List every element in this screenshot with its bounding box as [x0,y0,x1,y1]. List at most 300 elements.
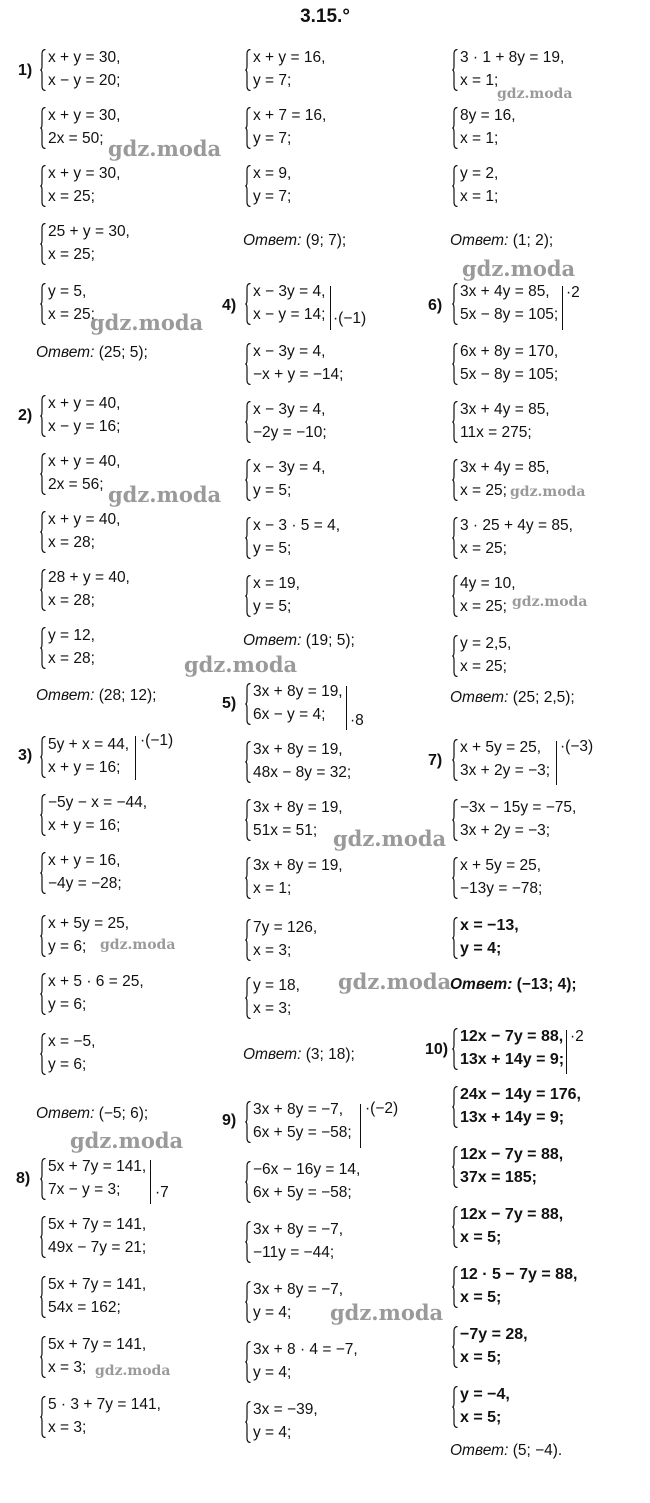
equation-system [40,392,120,438]
equation-line: 5 · 3 + 7y = 141, [48,1396,161,1413]
answer-line [450,976,577,994]
system-brace-icon [40,915,45,955]
equation-line: y = 4; [460,940,502,957]
multiplier-note: ·(−1) [333,310,367,327]
answer-value: (9; 7); [301,232,347,249]
equation-system [40,849,122,895]
equation-line: 7y = 126, [253,919,318,936]
system-brace-icon [245,1161,250,1201]
system-brace-icon [40,283,45,323]
system-brace-icon [452,459,457,499]
watermark: gdz.moda [330,1300,444,1325]
answer-line [243,232,346,250]
equation-line: x = −13, [460,917,519,934]
multiplier-note: ·(−3) [560,738,594,755]
system-brace-icon [245,459,250,499]
system-brace-icon [245,1221,250,1261]
system-brace-icon [40,107,45,147]
equation-line: 5x − 8y = 105; [460,306,559,323]
equation-line: 3x + 8y = 19, [253,857,343,874]
watermark: gdz.moda [90,310,204,335]
equation-line: y = 7; [253,130,292,147]
system-brace-icon [40,736,45,776]
equation-line: x − y = 20; [48,72,121,89]
equation-line: x + y = 16; [48,759,121,776]
system-brace-icon [40,569,45,609]
equation-system [452,1323,528,1369]
equation-system [245,514,340,560]
equation-line: 13x + 14y = 9; [460,1109,565,1126]
equation-system [452,1083,581,1129]
system-brace-icon [452,1326,457,1366]
equation-system [452,1025,564,1071]
equation-system [452,914,519,960]
equation-system [245,854,343,900]
equation-line: 8y = 16, [460,107,516,124]
equation-line: −7y = 28, [460,1326,528,1343]
equation-line: x = 25; [460,658,507,675]
equation-system [452,632,511,678]
answer-value: (25; 5); [94,344,148,361]
watermark: gdz.moda [338,969,452,994]
system-brace-icon [40,1276,45,1316]
equation-system [40,1273,146,1319]
answer-value: (−5; 6); [94,1105,149,1122]
system-brace-icon [245,283,250,323]
multiplier-note: ·7 [155,1184,169,1201]
equation-line: y = 4; [253,1364,292,1381]
equation-system [452,1263,577,1309]
equation-line: 3x + 8 · 4 = −7, [253,1341,358,1358]
equation-system [40,280,95,326]
system-brace-icon [452,1266,457,1306]
system-brace-icon [40,852,45,892]
answer-label: Ответ: [243,632,302,649]
equation-line: −2y = −10; [253,424,327,441]
equation-line: x = 5; [460,1349,502,1366]
equation-system [245,1098,352,1144]
problem-number: 10) [425,1041,449,1058]
equation-line: 5x − 8y = 105; [460,366,559,383]
equation-line: 54x = 162; [48,1299,121,1316]
equation-system [245,46,325,92]
equation-line: y = 5; [253,540,292,557]
multiplier-note: ·8 [350,712,364,729]
equation-line: 2x = 56; [48,476,104,493]
equation-system [40,1393,161,1439]
equation-line: y = 4; [253,1304,292,1321]
system-brace-icon [40,973,45,1013]
problem-number: 2) [18,407,33,424]
equation-line: y = 2,5, [460,635,512,652]
system-brace-icon [245,165,250,205]
system-brace-icon [452,343,457,383]
problem-number: 3) [18,747,33,764]
equation-line: y = −4, [460,1386,510,1403]
equation-line: x − 3y = 4, [253,343,326,360]
equation-system [245,974,300,1020]
multiplier-note: ·(−2) [365,1100,399,1117]
equation-line: x = 3; [253,1000,292,1017]
system-brace-icon [245,799,250,839]
system-brace-icon [40,1336,45,1376]
multiplier-bar [360,1104,361,1148]
equation-line: x = 25; [460,540,507,557]
equation-system [452,1203,563,1249]
equation-line: x + y = 40, [48,511,121,528]
watermark: gdz.moda [462,256,576,281]
equation-line: y = 2, [460,165,499,182]
equation-line: 49x − 7y = 21; [48,1239,147,1256]
equation-line: 4y = 10, [460,575,516,592]
equation-line: y = 7; [253,72,292,89]
equation-line: 7x − y = 3; [48,1181,121,1198]
equation-line: x − y = 16; [48,418,121,435]
equation-line: 3x = −39, [253,1401,318,1418]
equation-line: x = 5; [460,1289,502,1306]
equation-system [40,220,130,266]
answer-label: Ответ: [450,1442,509,1459]
equation-system [452,162,498,208]
answer-line [36,1105,148,1123]
equation-line: 5x + 7y = 141, [48,1216,147,1233]
equation-line: 3x + 2y = −3; [460,762,551,779]
equation-system [245,572,300,618]
equation-line: x + y = 40, [48,395,121,412]
system-brace-icon [40,49,45,89]
system-brace-icon [452,1146,457,1186]
equation-line: −4y = −28; [48,875,122,892]
system-brace-icon [245,1281,250,1321]
system-brace-icon [40,1396,45,1436]
equation-line: 3x + 8y = 19, [253,683,343,700]
equation-line: x = 1; [460,188,499,205]
answer-label: Ответ: [243,1046,302,1063]
equation-line: 3x + 4y = 85, [460,459,550,476]
equation-line: 5x + 7y = 141, [48,1336,147,1353]
equation-line: x = 9, [253,165,292,182]
equation-line: 2x = 50; [48,130,104,147]
answer-value: (−13; 4); [512,976,577,993]
equation-line: −13y = −78; [460,880,543,897]
equation-system [452,398,550,444]
equation-system [245,1218,343,1264]
answer-line [450,1442,562,1460]
equation-line: 3x + 8y = −7, [253,1101,344,1118]
equation-line: x = 1; [460,130,499,147]
equation-line: y = 6; [48,1056,87,1073]
multiplier-bar [556,741,557,785]
equation-system [452,736,550,782]
equation-line: 6x + 8y = 170, [460,343,559,360]
equation-line: x + 7 = 16, [253,107,327,124]
watermark: gdz.moda [108,482,222,507]
problem-number: 6) [428,297,443,314]
equation-line: x = −5, [48,1033,96,1050]
multiplier-bar [135,736,136,780]
watermark: gdz.moda [333,826,447,851]
system-brace-icon [452,857,457,897]
equation-system [40,46,120,92]
equation-system [245,738,351,784]
system-brace-icon [245,575,250,615]
equation-line: x − 3y = 4, [253,459,326,476]
equation-system [452,1143,563,1189]
equation-line: 12x − 7y = 88, [460,1146,564,1163]
answer-line [36,344,148,362]
answer-value: (28; 12); [94,687,157,704]
equation-line: x = 25; [460,482,507,499]
system-brace-icon [40,1033,45,1073]
system-brace-icon [245,857,250,897]
system-brace-icon [40,627,45,667]
system-brace-icon [245,919,250,959]
equation-line: 5x + 7y = 141, [48,1276,147,1293]
equation-line: x + y = 16, [253,49,326,66]
equation-system [245,340,343,386]
watermark: gdz.moda [108,136,222,161]
system-brace-icon [452,1386,457,1426]
equation-line: 51x = 51; [253,822,318,839]
system-brace-icon [245,517,250,557]
answer-value: (19; 5); [301,632,355,649]
equation-system [452,514,573,560]
equation-line: x = 5; [460,1229,502,1246]
system-brace-icon [452,517,457,557]
problem-number: 1) [18,62,33,79]
equation-line: x = 25; [48,188,95,205]
equation-line: 37x = 185; [460,1169,537,1186]
equation-line: x + y = 16, [48,852,121,869]
equation-line: 3x + 8y = −7, [253,1281,344,1298]
equation-line: y = 18, [253,977,300,994]
system-brace-icon [452,1206,457,1246]
equation-line: 24x − 14y = 176, [460,1086,581,1103]
equation-line: y = 6; [48,938,87,955]
equation-system [452,104,516,150]
equation-line: 6x + 5y = −58; [253,1184,352,1201]
answer-line [243,632,355,650]
system-brace-icon [40,395,45,435]
equation-system [245,680,343,726]
equation-line: x = 1; [253,880,292,897]
system-brace-icon [245,1341,250,1381]
equation-line: x + 5 · 6 = 25, [48,973,144,990]
equation-system [245,1398,318,1444]
equation-line: x + 5y = 25, [460,857,541,874]
equation-line: x − 3y = 4, [253,401,326,418]
equation-line: x = 3; [253,942,292,959]
equation-system [40,1155,146,1201]
watermark: gdz.moda [95,1363,171,1379]
equation-line: −5y − x = −44, [48,794,148,811]
equation-line: x = 3; [48,1359,87,1376]
equation-system [245,796,343,842]
system-brace-icon [40,165,45,205]
equation-line: 13x + 14y = 9; [460,1051,565,1068]
equation-line: y = 5; [253,598,292,615]
answer-value: (3; 18); [301,1046,355,1063]
system-brace-icon [452,283,457,323]
system-brace-icon [452,739,457,779]
system-brace-icon [245,49,250,89]
answer-label: Ответ: [36,1105,95,1122]
system-brace-icon [452,107,457,147]
problem-number: 4) [222,297,237,314]
equation-line: x = 25; [48,246,95,263]
equation-line: 6x + 5y = −58; [253,1124,352,1141]
equation-line: 5x + 7y = 141, [48,1158,147,1175]
equation-line: x = 1; [460,72,499,89]
equation-line: x = 3; [48,1419,87,1436]
system-brace-icon [245,343,250,383]
multiplier-bar [566,1030,567,1074]
system-brace-icon [40,1216,45,1256]
equation-system [245,456,325,502]
multiplier-bar [346,686,347,730]
system-brace-icon [40,453,45,493]
equation-line: −x + y = −14; [253,366,344,383]
equation-line: 12 · 5 − 7y = 88, [460,1266,578,1283]
system-brace-icon [245,1101,250,1141]
equation-system [452,280,558,326]
equation-line: −6x − 16y = 14, [253,1161,361,1178]
answer-line [450,232,553,250]
equation-system [245,916,317,962]
equation-line: 3x + 4y = 85, [460,401,550,418]
equation-line: x = 25; [48,306,95,323]
equation-line: 3x + 8y = 19, [253,799,343,816]
answer-value: (1; 2); [508,232,554,249]
system-brace-icon [245,977,250,1017]
answer-label: Ответ: [450,689,509,706]
equation-line: x = 28; [48,592,95,609]
answer-label: Ответ: [243,232,302,249]
equation-line: y = 5, [48,283,87,300]
equation-line: y = 7; [253,188,292,205]
equation-line: x + y = 16; [48,817,121,834]
equation-line: x + y = 30, [48,165,121,182]
answer-label: Ответ: [36,344,95,361]
equation-system [40,508,120,554]
equation-line: x = 5; [460,1409,502,1426]
equation-line: y = 6; [48,996,87,1013]
equation-line: x + y = 30, [48,49,121,66]
page-title: 3.15.° [300,6,350,27]
equation-system [452,854,542,900]
equation-line: 5y + x = 44, [48,736,129,753]
multiplier-note: ·(−1) [140,732,174,749]
equation-system [40,624,95,670]
system-brace-icon [452,1086,457,1126]
system-brace-icon [452,49,457,89]
multiplier-note: ·2 [566,284,580,301]
system-brace-icon [40,511,45,551]
equation-system [40,1213,146,1259]
system-brace-icon [452,1028,457,1068]
equation-line: x = 25; [460,598,507,615]
problem-number: 7) [428,752,443,769]
watermark: gdz.moda [497,86,573,102]
system-brace-icon [245,401,250,441]
watermark: gdz.moda [70,1128,184,1153]
equation-line: x = 28; [48,534,95,551]
equation-system [40,1030,95,1076]
watermark: gdz.moda [512,594,588,610]
equation-line: 3x + 4y = 85, [460,283,550,300]
equation-system [452,572,516,618]
equation-line: 3 · 25 + 4y = 85, [460,517,573,534]
answer-line [243,1046,355,1064]
equation-system [40,566,130,612]
system-brace-icon [245,741,250,781]
equation-line: 48x − 8y = 32; [253,764,352,781]
answer-value: (25; 2,5); [508,689,575,706]
problem-number: 9) [222,1112,237,1129]
equation-line: 6x − y = 4; [253,706,326,723]
watermark: gdz.moda [510,484,586,500]
system-brace-icon [245,683,250,723]
system-brace-icon [452,799,457,839]
equation-line: 12x − 7y = 88, [460,1206,564,1223]
equation-system [40,970,144,1016]
equation-line: 12x − 7y = 88, [460,1028,564,1045]
answer-label: Ответ: [450,232,509,249]
system-brace-icon [245,1401,250,1441]
system-brace-icon [40,794,45,834]
answer-label: Ответ: [450,976,513,993]
equation-line: 25 + y = 30, [48,223,130,240]
equation-system [245,162,291,208]
problem-number: 8) [16,1170,31,1187]
multiplier-bar [150,1160,151,1204]
equation-system [40,791,147,837]
equation-system [245,104,326,150]
equation-system [452,796,576,842]
system-brace-icon [452,575,457,615]
multiplier-bar [330,286,331,330]
equation-line: x − 3y = 4, [253,283,326,300]
equation-line: x = 19, [253,575,300,592]
equation-line: 3x + 2y = −3; [460,822,551,839]
equation-system [452,1383,510,1429]
multiplier-note: ·2 [570,1028,584,1045]
equation-line: −11y = −44; [253,1244,335,1261]
equation-line: x = 28; [48,650,95,667]
equation-line: x + 5y = 25, [48,915,129,932]
system-brace-icon [452,165,457,205]
problem-number: 5) [222,695,237,712]
system-brace-icon [40,223,45,263]
watermark: gdz.moda [100,937,176,953]
equation-system [245,1278,343,1324]
equation-system [245,398,327,444]
equation-line: y = 12, [48,627,95,644]
system-brace-icon [245,107,250,147]
equation-system [452,340,558,386]
equation-line: −3x − 15y = −75, [460,799,577,816]
equation-line: x + y = 30, [48,107,121,124]
equation-line: y = 5; [253,482,292,499]
equation-system [245,1158,360,1204]
answer-value: (5; −4). [508,1442,563,1459]
equation-line: 3x + 8y = 19, [253,741,343,758]
answer-label: Ответ: [36,687,95,704]
equation-system [40,162,120,208]
system-brace-icon [452,401,457,441]
equation-system [245,280,325,326]
equation-line: x − y = 14; [253,306,326,323]
